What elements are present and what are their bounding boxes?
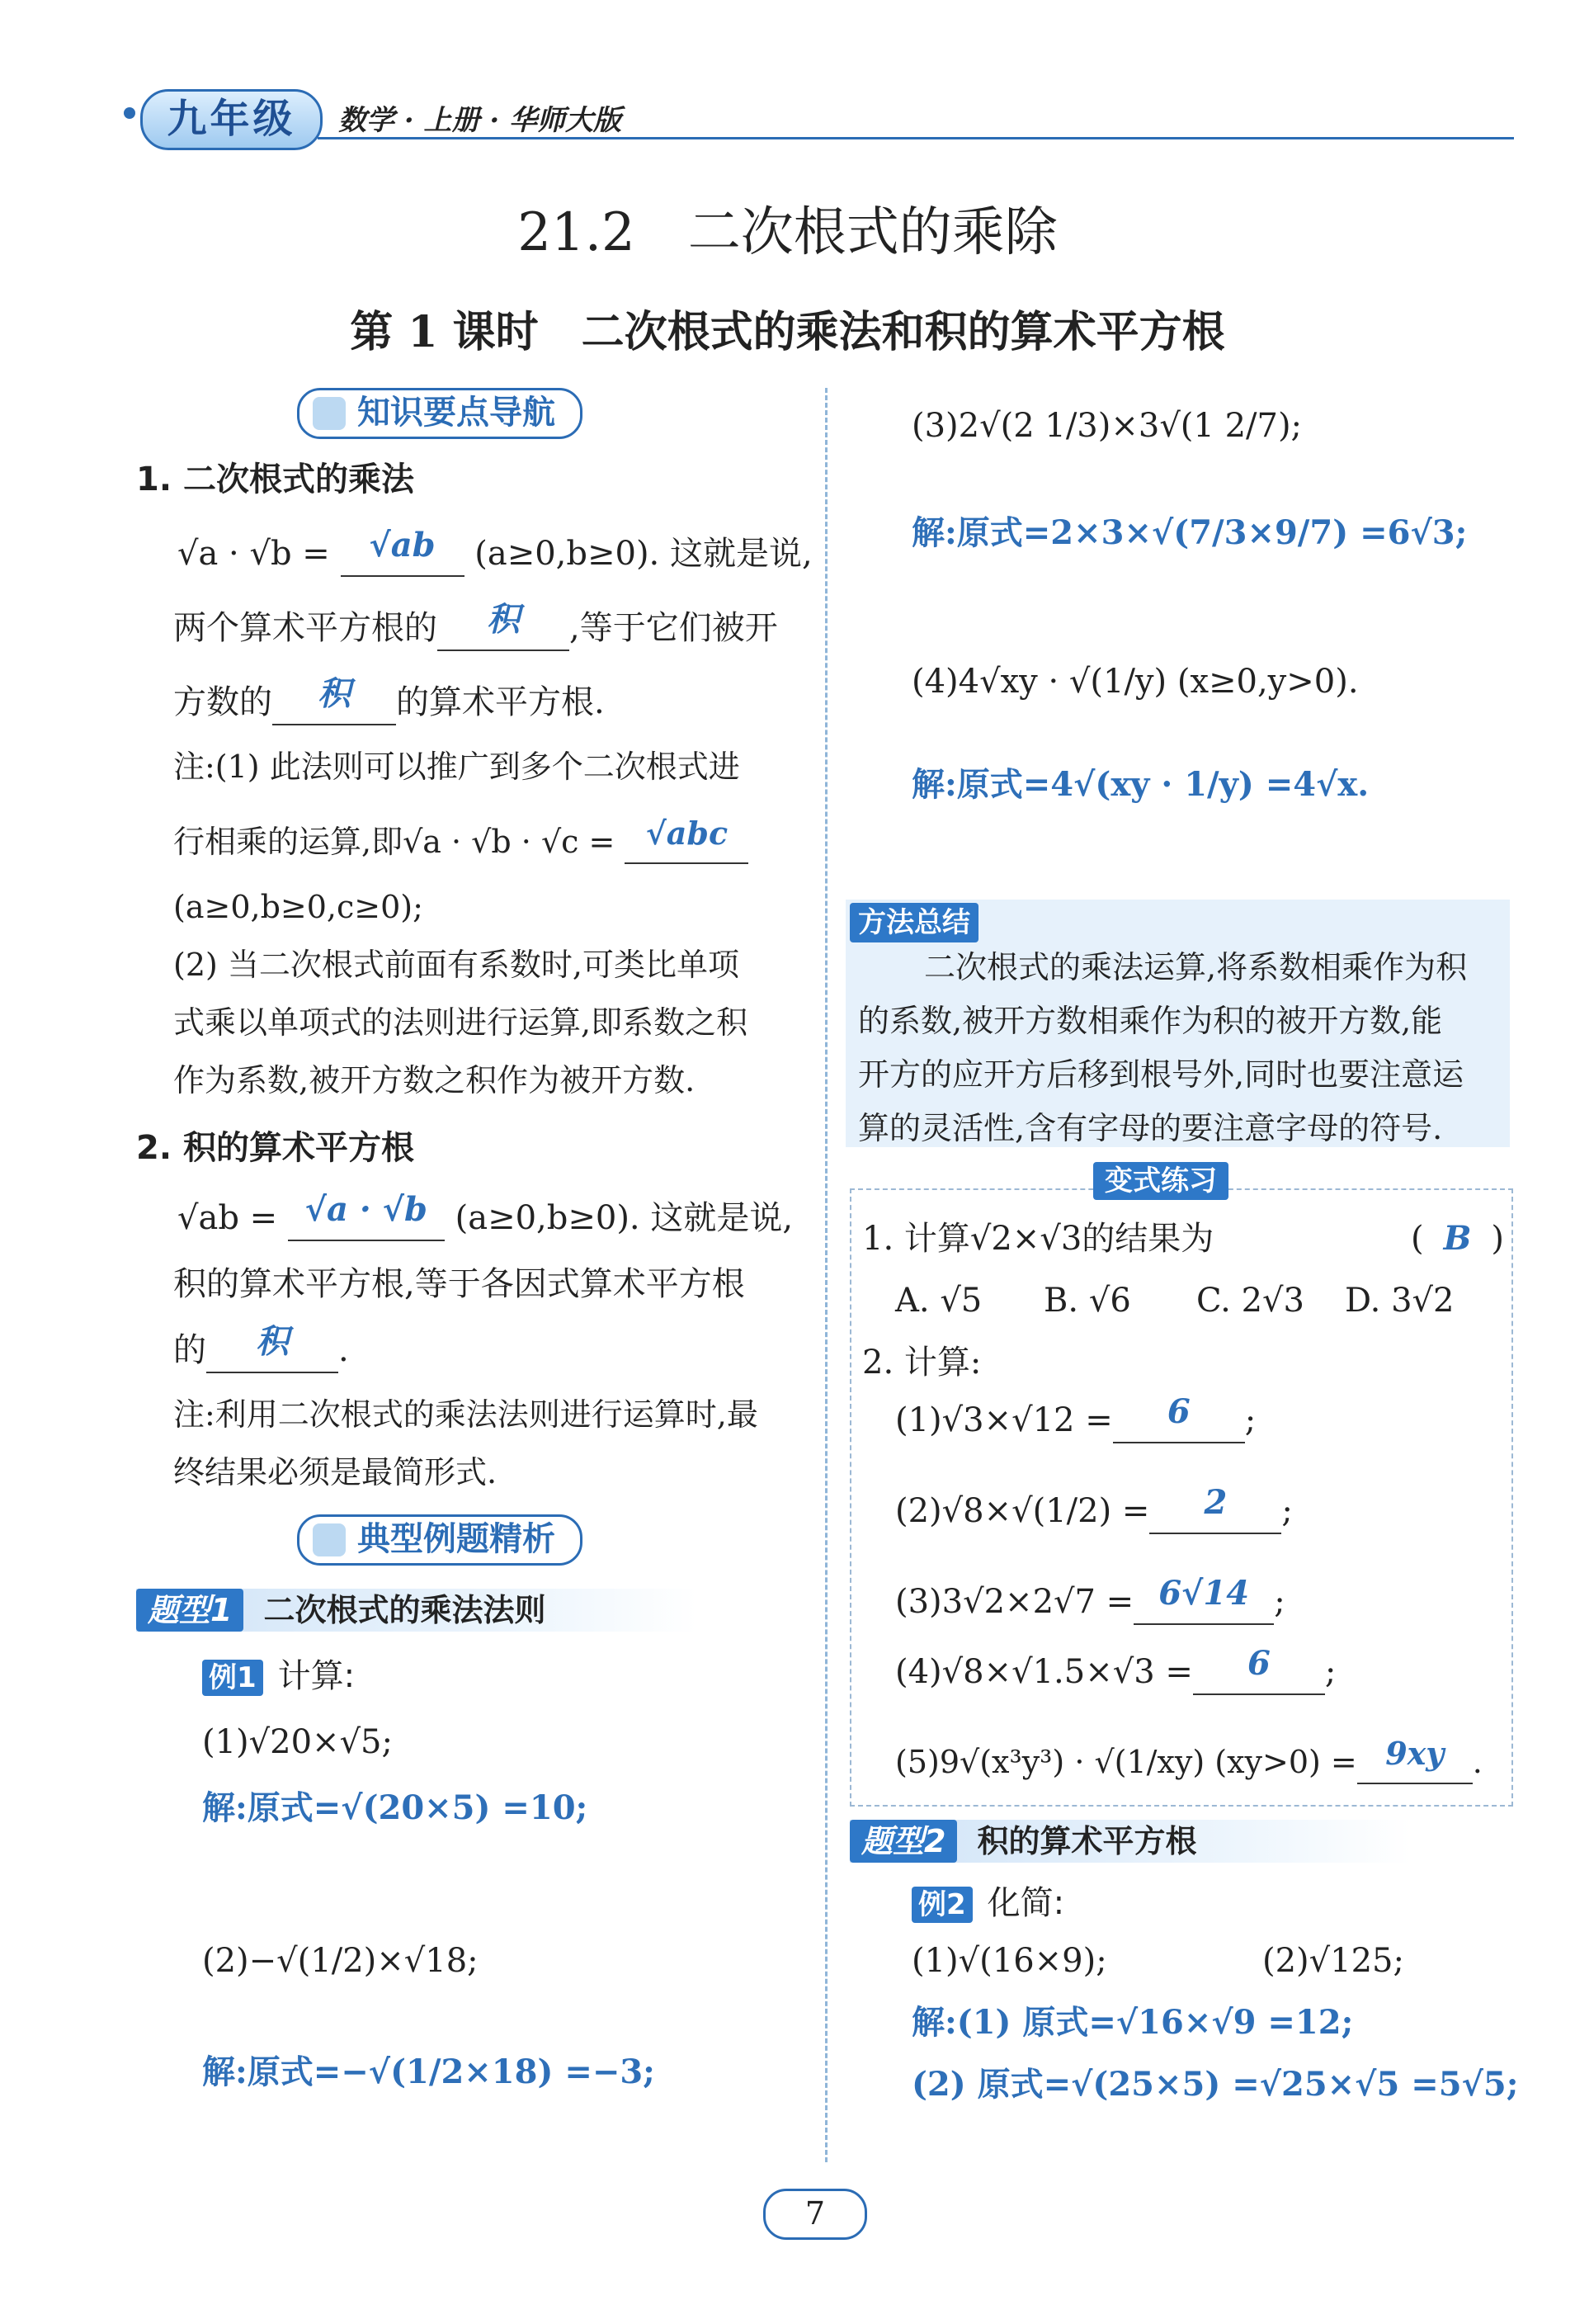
p1-opt-d: D. 3√2 [1345,1282,1455,1320]
note1-c: (a≥0,b≥0,c≥0); [173,889,423,925]
note2-c: 作为系数,被开方数之积作为被开方数. [173,1062,696,1098]
note1-a: 注:(1) 此法则可以推广到多个二次根式进 [173,749,740,785]
ex2-header: 例2 化简: [912,1882,1064,1925]
answer-blank: 积 [256,1322,289,1361]
p2-item-2: (2)√8×√(1/2) = 2 ; [895,1490,1293,1534]
note2-a: (2) 当二次根式前面有系数时,可类比单项 [173,947,739,983]
knowledge-banner: 知识要点导航 [297,388,582,439]
note3-b: 终结果必须是最简形式. [173,1454,497,1490]
book-subtitle: 数学 · 上册 · 华师大版 [338,104,622,137]
s2-text2: 积的算术平方根,等于各因式算术平方根 [173,1265,745,1303]
ex1-q2: (2)−√(1/2)×√18; [202,1942,479,1980]
column-divider [825,388,828,2162]
ex1-header: 例1 计算: [202,1655,355,1698]
ex2-a1: 解:(1) 原式=√16×√9 =12; [912,2003,1354,2042]
ex1-a2: 解:原式=−√(1/2×18) =−3; [202,2052,655,2091]
method-tag: 方法总结 [850,903,978,942]
p1-opt-c: C. 2√3 [1196,1282,1304,1320]
s2-text3: 的 积 . [173,1329,349,1373]
header-rule [318,137,1514,139]
answer-blank: 6√14 [1158,1574,1250,1613]
type1-tag: 题型1 [136,1589,243,1632]
practice-tag: 变式练习 [1093,1162,1228,1200]
grade-badge: 九年级 [140,89,323,150]
q3: (3)2√(2 1/3)×3√(1 2/7); [912,407,1303,445]
note2-b: 式乘以单项式的法则进行运算,即系数之积 [173,1004,748,1041]
answer-blank: 2 [1204,1483,1228,1522]
ex1-a1: 解:原式=√(20×5) =10; [202,1788,588,1827]
example-banner: 典型例题精析 [297,1514,582,1566]
p2-item-1: (1)√3×√12 = 6 ; [895,1399,1256,1443]
s1-heading: 1. 二次根式的乘法 [136,461,414,498]
a3: 解:原式=2×3×√(7/3×9/7) =6√3; [912,513,1468,552]
p1: 1. 计算√2×√3的结果为 [862,1220,1214,1258]
ex2-tag: 例2 [912,1887,973,1923]
p1-opt-b: B. √6 [1044,1282,1131,1320]
type2-tag: 题型2 [850,1820,957,1863]
ex2-q1: (1)√(16×9); [912,1942,1107,1980]
answer-blank: 9xy [1385,1735,1445,1772]
section-title: 21.2 二次根式的乘除 [517,202,1058,263]
p2: 2. 计算: [862,1344,982,1382]
type2-bar: 题型2 积的算术平方根 [850,1820,1411,1863]
ex2-a2: (2) 原式=√(25×5) =√25×√5 =5√5; [912,2065,1519,2104]
answer-blank: √ab [369,526,436,564]
ex1-q1: (1)√20×√5; [202,1723,393,1761]
method-line-3: 开方的应开方后移到根号外,同时也要注意运 [858,1056,1464,1093]
s1-formula-line: √a · √b = √ab (a≥0,b≥0). 这就是说, [177,532,813,577]
s1-text2: 两个算术平方根的 积 ,等于它们被开 [173,607,778,651]
q4: (4)4√xy · √(1/y) (x≥0,y>0). [912,663,1359,701]
lesson-title: 第 1 课时 二次根式的乘法和积的算术平方根 [350,307,1225,357]
type1-bar: 题型1 二次根式的乘法法则 [136,1589,697,1632]
p2-item-4: (4)√8×√1.5×√3 = 6 ; [895,1651,1336,1695]
answer-blank: 6 [1247,1644,1271,1683]
p1-opt-a: A. √5 [895,1282,983,1320]
note3-a: 注:利用二次根式的乘法法则进行运算时,最 [173,1396,758,1433]
method-line-2: 的系数,被开方数相乘作为积的被开方数,能 [858,1003,1443,1039]
answer-blank: √abc [645,815,729,852]
s1-text3: 方数的 积 的算术平方根. [173,681,605,725]
hand-pointer-icon [313,1523,346,1556]
answer-blank: √a · √b [304,1190,428,1229]
header-dot [124,107,135,119]
method-line-4: 算的灵活性,含有字母的要注意字母的符号. [858,1110,1443,1146]
s2-heading: 2. 积的算术平方根 [136,1129,414,1167]
a4: 解:原式=4√(xy · 1/y) =4√x. [912,765,1370,804]
ex1-tag: 例1 [202,1660,263,1696]
p1-answer: ( B ) [1411,1219,1505,1258]
lightbulb-icon [313,397,346,430]
page-number: 7 [763,2189,867,2240]
ex2-q2: (2)√125; [1262,1942,1404,1980]
s2-formula-line: √ab = √a · √b (a≥0,b≥0). 这就是说, [177,1197,793,1241]
answer-blank: 积 [487,600,520,639]
answer-blank: 6 [1167,1392,1191,1431]
p2-item-5: (5)9√(x³y³) · √(1/xy) (xy>0) = 9xy . [895,1741,1483,1784]
p2-item-3: (3)3√2×2√7 = 6√14 ; [895,1580,1285,1625]
note1-b: 行相乘的运算,即√a · √b · √c = √abc [173,821,748,864]
method-line-1: 二次根式的乘法运算,将系数相乘作为积 [924,949,1468,985]
answer-blank: 积 [318,674,351,713]
